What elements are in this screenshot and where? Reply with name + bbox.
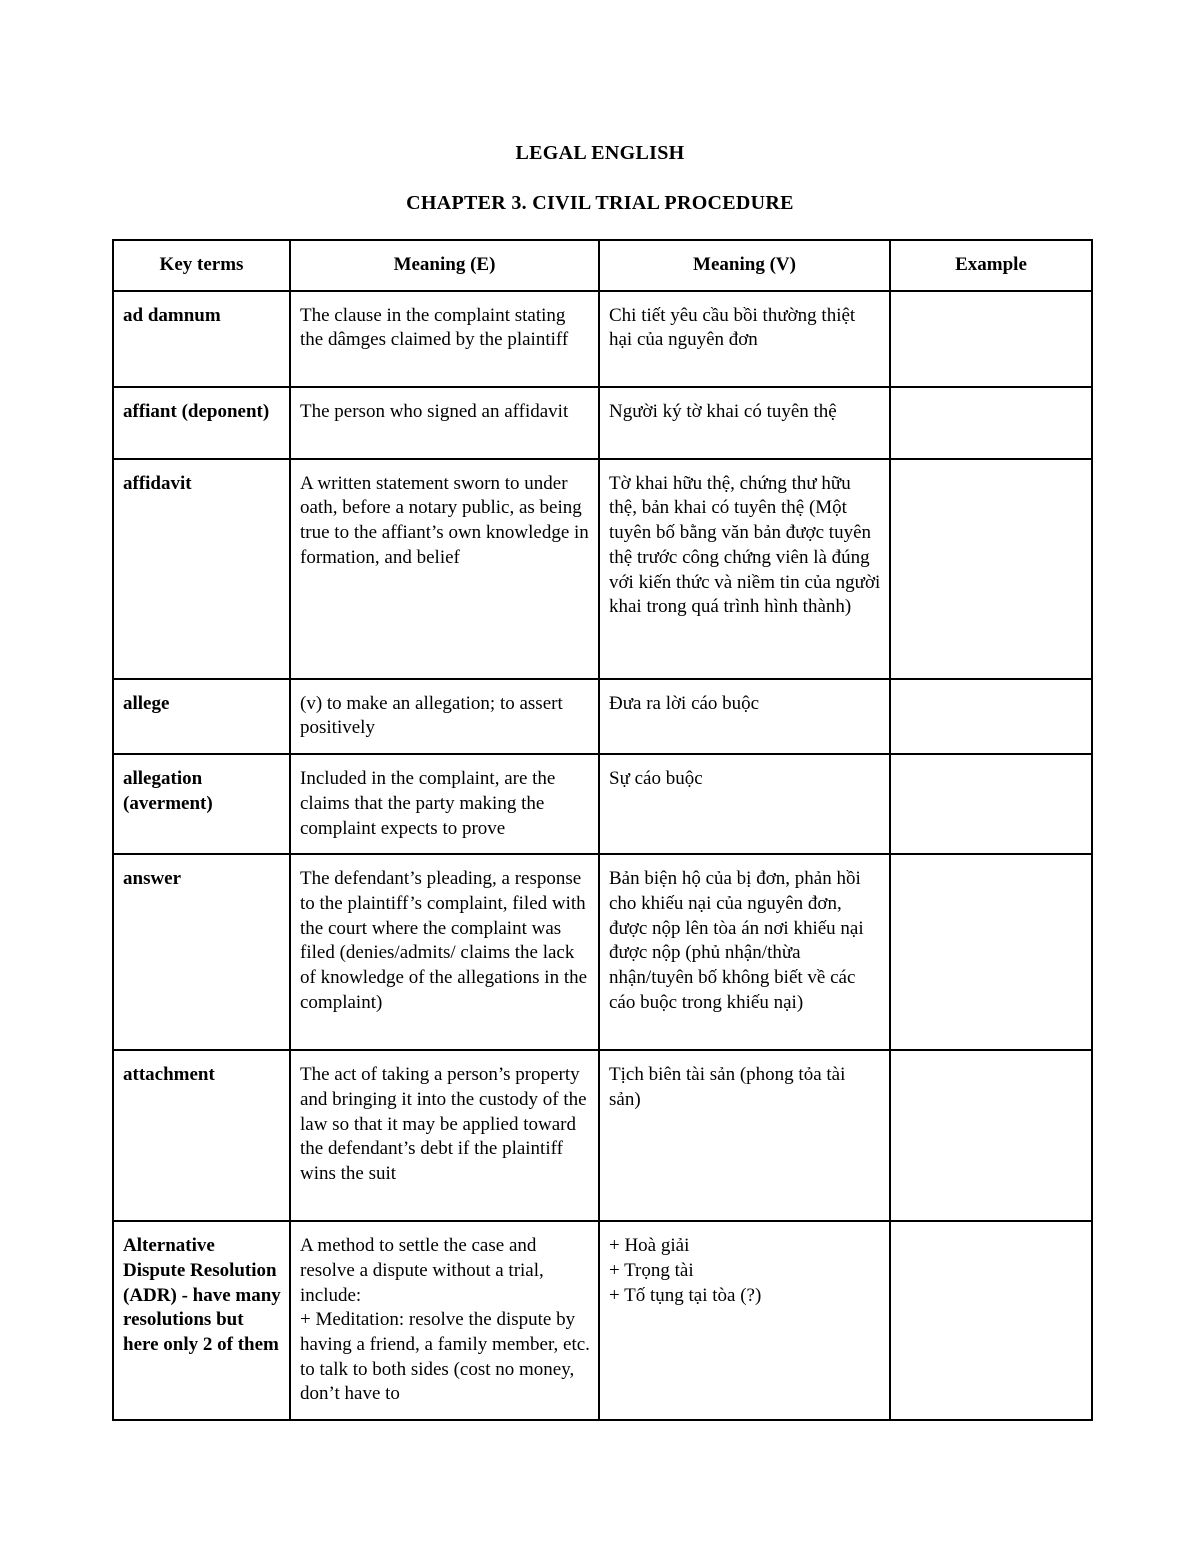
meaning-vietnamese: Tịch biên tài sản (phong tỏa tài sản) (599, 1050, 890, 1221)
header-key-terms: Key terms (113, 240, 290, 291)
header-meaning-v: Meaning (V) (599, 240, 890, 291)
example-cell (890, 1221, 1092, 1420)
example-cell (890, 754, 1092, 854)
key-term: affidavit (113, 459, 290, 679)
meaning-vietnamese: Đưa ra lời cáo buộc (599, 679, 890, 754)
key-term: allege (113, 679, 290, 754)
meaning-vietnamese: Người ký tờ khai có tuyên thệ (599, 387, 890, 459)
table-row (113, 387, 1092, 459)
meaning-vietnamese: Chi tiết yêu cầu bồi thường thiệt hại của nguyên đơn (599, 291, 890, 387)
table-row (113, 1221, 1092, 1420)
meaning-english: The clause in the complaint stating the dâmges claimed by the plaintiff (290, 291, 599, 387)
chapter-title: CHAPTER 3. CIVIL TRIAL PROCEDURE (406, 192, 794, 214)
meaning-vietnamese: Bản biện hộ của bị đơn, phản hồi cho khiếu nại của nguyên đơn, được nộp lên tòa án nơi khiếu nại được nộp (phủ nhận/thừa nhận/tuyên bố không biết về các cáo buộc trong khiếu nại) (599, 854, 890, 1050)
header-example: Example (890, 240, 1092, 291)
example-cell (890, 1050, 1092, 1221)
key-term: ad damnum (113, 291, 290, 387)
table-row (113, 754, 1092, 854)
meaning-vietnamese: Tờ khai hữu thệ, chứng thư hữu thệ, bản khai có tuyên thệ (Một tuyên bố bằng văn bản được tuyên thệ trước công chứng viên là đúng với kiến thức và niềm tin của người khai trong quá trình hình thành) (599, 459, 890, 679)
glossary-table (112, 239, 1093, 1421)
document-title: LEGAL ENGLISH (515, 142, 685, 164)
meaning-english: A written statement sworn to under oath, before a notary public, as being true to the affiant’s own knowledge in formation, and belief (290, 459, 599, 679)
key-term: Alternative Dispute Resolution (ADR) - have many resolutions but here only 2 of them (113, 1221, 290, 1420)
meaning-vietnamese: + Hoà giải + Trọng tài + Tố tụng tại tòa (?) (599, 1221, 890, 1420)
example-cell (890, 291, 1092, 387)
table-row (113, 679, 1092, 754)
key-term: affiant (deponent) (113, 387, 290, 459)
table-header-row (113, 240, 1092, 291)
meaning-english: The defendant’s pleading, a response to the plaintiff’s complaint, filed with the court where the complaint was filed (denies/admits/ claims the lack of knowledge of the allegations in the complaint) (290, 854, 599, 1050)
example-cell (890, 679, 1092, 754)
table-row (113, 291, 1092, 387)
meaning-english: A method to settle the case and resolve a dispute without a trial, include: + Meditation: resolve the dispute by having a friend, a family member, etc. to talk to both sides (cost no money, don’t have to (290, 1221, 599, 1420)
meaning-english: The act of taking a person’s property and bringing it into the custody of the law so that it may be applied toward the defendant’s debt if the plaintiff wins the suit (290, 1050, 599, 1221)
table-row (113, 854, 1092, 1050)
key-term: allegation (averment) (113, 754, 290, 854)
table-row (113, 459, 1092, 679)
header-meaning-e: Meaning (E) (290, 240, 599, 291)
meaning-english: (v) to make an allegation; to assert positively (290, 679, 599, 754)
example-cell (890, 854, 1092, 1050)
meaning-vietnamese: Sự cáo buộc (599, 754, 890, 854)
meaning-english: Included in the complaint, are the claims that the party making the complaint expects to prove (290, 754, 599, 854)
table-row (113, 1050, 1092, 1221)
meaning-english: The person who signed an affidavit (290, 387, 599, 459)
key-term: attachment (113, 1050, 290, 1221)
example-cell (890, 387, 1092, 459)
example-cell (890, 459, 1092, 679)
key-term: answer (113, 854, 290, 1050)
